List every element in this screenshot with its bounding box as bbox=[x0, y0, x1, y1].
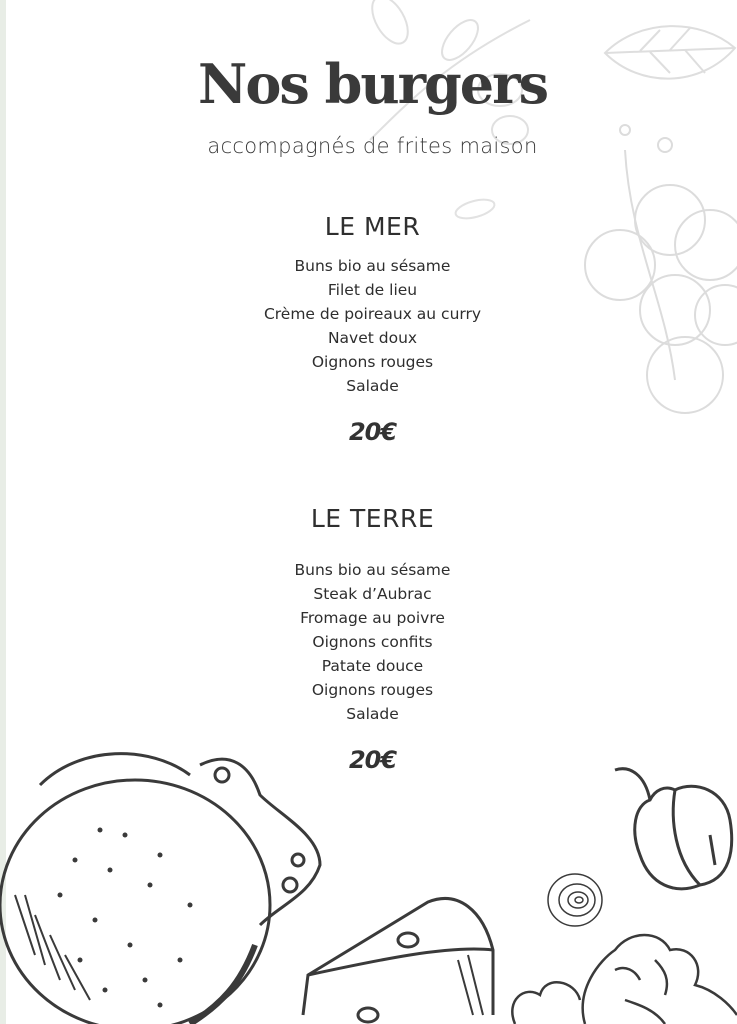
burger-name: LE TERRE bbox=[310, 504, 435, 533]
burger-le-terre bbox=[0, 504, 737, 774]
page-subtitle: accompagnés de frites maison bbox=[207, 134, 538, 158]
lettuce-icon bbox=[505, 920, 737, 1024]
page-title: Nos burgers bbox=[197, 52, 547, 116]
price: 20€ bbox=[348, 418, 397, 446]
ingredient: Salade bbox=[346, 377, 399, 395]
ingredient: Oignons confits bbox=[312, 633, 433, 651]
ingredient: Oignons rouges bbox=[311, 681, 434, 699]
cheese-icon bbox=[298, 890, 498, 1024]
ingredient: Filet de lieu bbox=[327, 281, 418, 299]
price: 20€ bbox=[348, 746, 397, 774]
ingredient-list bbox=[0, 558, 737, 726]
ingredient: Oignons rouges bbox=[311, 353, 434, 371]
ingredient-list bbox=[0, 254, 737, 398]
ingredient: Buns bio au sésame bbox=[294, 561, 451, 579]
ingredient: Steak d’Aubrac bbox=[313, 585, 432, 603]
burger-icon bbox=[0, 745, 330, 1024]
burger-name: LE MER bbox=[324, 212, 421, 241]
ingredient: Salade bbox=[346, 705, 399, 723]
ingredient: Navet doux bbox=[327, 329, 418, 347]
ingredient: Fromage au poivre bbox=[300, 609, 445, 627]
bell-pepper-icon bbox=[605, 760, 737, 900]
ingredient: Patate douce bbox=[321, 657, 424, 675]
ingredient: Crème de poireaux au curry bbox=[263, 305, 482, 323]
ingredient: Buns bio au sésame bbox=[294, 257, 451, 275]
burger-le-mer bbox=[0, 212, 737, 446]
